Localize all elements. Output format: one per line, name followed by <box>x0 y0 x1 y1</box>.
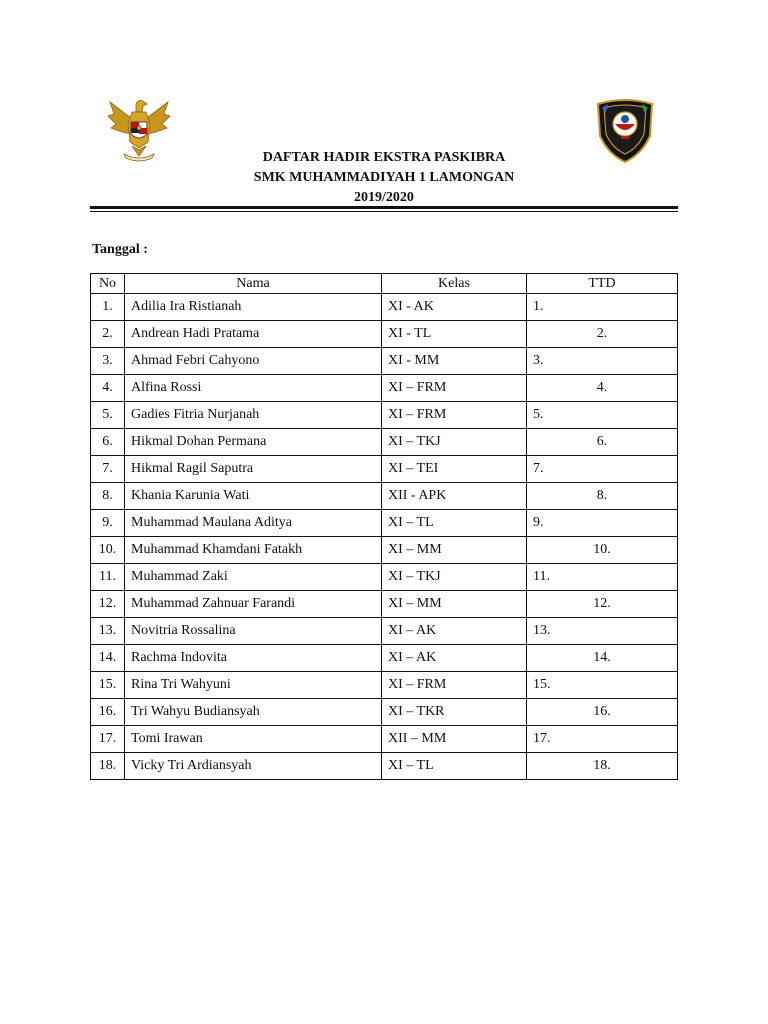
row-number: 7. <box>91 456 125 483</box>
signature-cell: 1. <box>527 294 678 321</box>
row-number: 2. <box>91 321 125 348</box>
signature-cell: 12. <box>527 591 678 618</box>
row-number: 12. <box>91 591 125 618</box>
table-row <box>91 591 678 618</box>
student-class: XI – MM <box>382 537 527 564</box>
student-name: Muhammad Khamdani Fatakh <box>125 537 382 564</box>
signature-cell: 8. <box>527 483 678 510</box>
row-number: 14. <box>91 645 125 672</box>
row-number: 13. <box>91 618 125 645</box>
column-header-nama: Nama <box>125 274 382 294</box>
signature-cell: 11. <box>527 564 678 591</box>
table-row <box>91 375 678 402</box>
row-number: 8. <box>91 483 125 510</box>
table-row <box>91 294 678 321</box>
table-row <box>91 753 678 780</box>
student-class: XI - AK <box>382 294 527 321</box>
table-row <box>91 726 678 753</box>
row-number: 4. <box>91 375 125 402</box>
student-class: XI – MM <box>382 591 527 618</box>
table-row <box>91 645 678 672</box>
date-label: Tanggal : <box>92 242 148 257</box>
row-number: 18. <box>91 753 125 780</box>
student-name: Andrean Hadi Pratama <box>125 321 382 348</box>
student-class: XI – TEI <box>382 456 527 483</box>
row-number: 1. <box>91 294 125 321</box>
row-number: 5. <box>91 402 125 429</box>
student-name: Muhammad Zahnuar Farandi <box>125 591 382 618</box>
table-row <box>91 672 678 699</box>
signature-cell: 18. <box>527 753 678 780</box>
student-name: Khania Karunia Wati <box>125 483 382 510</box>
row-number: 15. <box>91 672 125 699</box>
signature-cell: 5. <box>527 402 678 429</box>
signature-cell: 17. <box>527 726 678 753</box>
student-class: XI – AK <box>382 618 527 645</box>
signature-cell: 16. <box>527 699 678 726</box>
table-row <box>91 510 678 537</box>
school-name: SMK MUHAMMADIYAH 1 LAMONGAN <box>253 170 515 185</box>
table-row <box>91 321 678 348</box>
signature-cell: 15. <box>527 672 678 699</box>
student-class: XII – MM <box>382 726 527 753</box>
table-row <box>91 699 678 726</box>
student-class: XI – AK <box>382 645 527 672</box>
student-name: Adilia Ira Ristianah <box>125 294 382 321</box>
signature-cell: 6. <box>527 429 678 456</box>
student-name: Tomi Irawan <box>125 726 382 753</box>
table-row <box>91 429 678 456</box>
student-name: Ahmad Febri Cahyono <box>125 348 382 375</box>
attendance-table <box>90 273 678 780</box>
student-name: Rachma Indovita <box>125 645 382 672</box>
student-name: Muhammad Zaki <box>125 564 382 591</box>
student-name: Muhammad Maulana Aditya <box>125 510 382 537</box>
signature-cell: 2. <box>527 321 678 348</box>
row-number: 17. <box>91 726 125 753</box>
student-class: XI – TKR <box>382 699 527 726</box>
table-header-row <box>91 274 678 294</box>
school-year: 2019/2020 <box>354 190 414 205</box>
table-row <box>91 456 678 483</box>
student-name: Alfina Rossi <box>125 375 382 402</box>
table-row <box>91 348 678 375</box>
student-name: Rina Tri Wahyuni <box>125 672 382 699</box>
table-row <box>91 402 678 429</box>
row-number: 3. <box>91 348 125 375</box>
table-row <box>91 483 678 510</box>
header-divider-thin <box>90 211 678 212</box>
document-title: DAFTAR HADIR EKSTRA PASKIBRA <box>262 150 506 165</box>
signature-cell: 4. <box>527 375 678 402</box>
row-number: 11. <box>91 564 125 591</box>
student-name: Hikmal Ragil Saputra <box>125 456 382 483</box>
student-class: XII - APK <box>382 483 527 510</box>
table-row <box>91 564 678 591</box>
signature-cell: 7. <box>527 456 678 483</box>
student-class: XI – FRM <box>382 375 527 402</box>
student-class: XI – TKJ <box>382 429 527 456</box>
row-number: 10. <box>91 537 125 564</box>
row-number: 6. <box>91 429 125 456</box>
student-name: Tri Wahyu Budiansyah <box>125 699 382 726</box>
student-class: XI – TKJ <box>382 564 527 591</box>
row-number: 16. <box>91 699 125 726</box>
signature-cell: 3. <box>527 348 678 375</box>
student-class: XI – FRM <box>382 402 527 429</box>
document-title-block <box>90 148 678 208</box>
student-class: XI – TL <box>382 510 527 537</box>
row-number: 9. <box>91 510 125 537</box>
student-class: XI – TL <box>382 753 527 780</box>
student-name: Novitria Rossalina <box>125 618 382 645</box>
signature-cell: 9. <box>527 510 678 537</box>
student-name: Vicky Tri Ardiansyah <box>125 753 382 780</box>
table-row <box>91 618 678 645</box>
signature-cell: 14. <box>527 645 678 672</box>
student-class: XI – FRM <box>382 672 527 699</box>
header-divider-thick <box>90 206 678 209</box>
student-class: XI - TL <box>382 321 527 348</box>
signature-cell: 10. <box>527 537 678 564</box>
student-name: Gadies Fitria Nurjanah <box>125 402 382 429</box>
student-class: XI - MM <box>382 348 527 375</box>
table-row <box>91 537 678 564</box>
column-header-no: No <box>91 274 125 294</box>
column-header-ttd: TTD <box>527 274 678 294</box>
student-name: Hikmal Dohan Permana <box>125 429 382 456</box>
column-header-kelas: Kelas <box>382 274 527 294</box>
signature-cell: 13. <box>527 618 678 645</box>
